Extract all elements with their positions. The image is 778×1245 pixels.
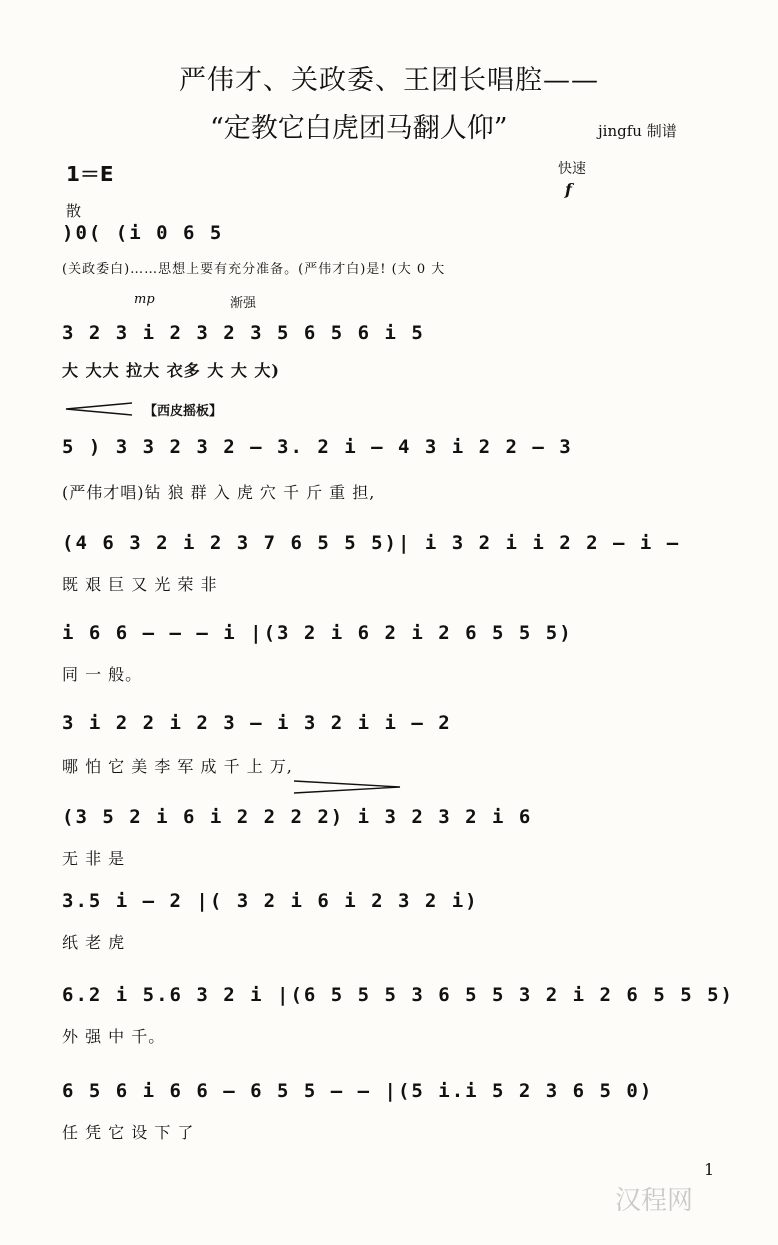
system-10-lyrics: 任 凭 它 设 下 了	[62, 1123, 195, 1142]
free-meter-marking: 散	[66, 202, 82, 220]
system-1-notes: )0( (i 0 6 5	[62, 222, 224, 244]
page-subtitle: “定教它白虎团马翻人仰”	[210, 113, 508, 144]
system-2-lyrics: 大 大大 拉大 衣多 大 大 大)	[62, 361, 280, 380]
tempo-marking: 快速	[558, 161, 586, 177]
system-1-lyrics: (关政委白)……思想上要有充分准备。(严伟才白)是! (大 0 大	[62, 262, 446, 277]
dynamic-forte: f	[565, 180, 572, 199]
page-title: 严伟才、关政委、王团长唱腔——	[179, 65, 599, 96]
system-3-lyrics: (严伟才唱)钻 狼 群 入 虎 穴 千 斤 重 担,	[62, 483, 376, 502]
key-signature: 1＝E	[66, 162, 114, 186]
system-5-notes: i 6 6 — — — i |(3 2 i 6 2 i 2 6 5 5 5)	[62, 622, 573, 644]
system-8-lyrics: 纸 老 虎	[62, 933, 126, 952]
system-10-notes: 6 5 6 i 6 6 — 6 5 5 — — |(5 i.i 5 2 3 6 5 0)	[62, 1080, 654, 1102]
system-4-notes: (4 6 3 2 i 2 3 7 6 5 5 5)| i 3 2 i i 2 2 — i —	[62, 532, 681, 554]
system-9-notes: 6.2 i 5.6 3 2 i |(6 5 5 5 3 6 5 5 3 2 i 2 6 5 5 5)	[62, 984, 734, 1006]
crescendo-wedge-2	[292, 780, 402, 794]
system-4-lyrics: 既 艰 巨 又 光 荣 非	[62, 575, 218, 594]
system-2-notes: 3 2 3 i 2 3 2 3 5 6 5 6 i 5	[62, 322, 425, 344]
system-3-notes: 5 ) 3 3 2 3 2 — 3. 2 i — 4 3 i 2 2 — 3	[62, 436, 573, 458]
watermark-logo: 汉程网	[615, 1186, 694, 1216]
crescendo-text: 渐强	[230, 296, 257, 311]
system-6-notes: 3 i 2 2 i 2 3 — i 3 2 i i — 2	[62, 712, 452, 734]
system-9-lyrics: 外 强 中 千。	[62, 1027, 166, 1046]
system-5-lyrics: 同 一 般。	[62, 665, 143, 684]
system-7-notes: (3 5 2 i 6 i 2 2 2 2) i 3 2 3 2 i 6	[62, 806, 533, 828]
section-tag: 【西皮摇板】	[144, 404, 223, 419]
score-credit: jingfu 制谱	[598, 122, 677, 140]
crescendo-wedge	[64, 402, 134, 416]
system-6-lyrics: 哪 怕 它 美 李 军 成 千 上 万,	[62, 757, 293, 776]
page-number: 1	[704, 1160, 715, 1179]
system-8-notes: 3.5 i — 2 |( 3 2 i 6 i 2 3 2 i)	[62, 890, 479, 912]
dynamic-mp: mp	[134, 292, 155, 307]
system-7-lyrics: 无 非 是	[62, 849, 126, 868]
